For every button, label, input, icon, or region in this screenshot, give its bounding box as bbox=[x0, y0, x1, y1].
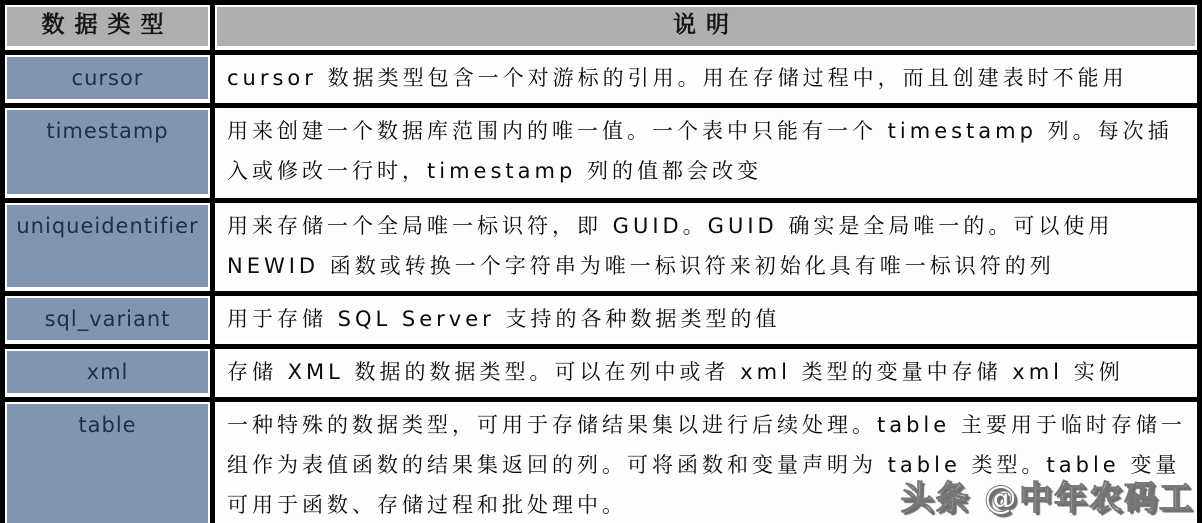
type-cell-uniqueidentifier: uniqueidentifier bbox=[5, 203, 210, 291]
type-cell-sql-variant: sql_variant bbox=[5, 296, 210, 344]
column-header-description: 说明 bbox=[215, 5, 1197, 50]
desc-cell-xml: 存储 XML 数据的数据类型。可以在列中或者 xml 类型的变量中存储 xml 实例 bbox=[215, 349, 1197, 397]
type-cell-timestamp: timestamp bbox=[5, 108, 210, 198]
desc-cell-cursor: cursor 数据类型包含一个对游标的引用。用在存储过程中，而且创建表时不能用 bbox=[215, 55, 1197, 103]
type-cell-table: table bbox=[5, 402, 210, 523]
desc-cell-table: 一种特殊的数据类型，可用于存储结果集以进行后续处理。table 主要用于临时存储一组作为表值函数的结果集返回的列。可将函数和变量声明为 table 类型。table 变量可用于函数、存储过程和批处理中。 bbox=[215, 402, 1197, 523]
table-row bbox=[5, 296, 1197, 344]
toutiao-watermark: 头条 @中年农码工 bbox=[900, 478, 1194, 517]
table-row bbox=[5, 203, 1197, 291]
type-cell-xml: xml bbox=[5, 349, 210, 397]
table-row bbox=[5, 108, 1197, 198]
desc-cell-timestamp: 用来创建一个数据库范围内的唯一值。一个表中只能有一个 timestamp 列。每次插入或修改一行时，timestamp 列的值都会改变 bbox=[215, 108, 1197, 198]
type-cell-cursor: cursor bbox=[5, 55, 210, 103]
desc-cell-sql-variant: 用于存储 SQL Server 支持的各种数据类型的值 bbox=[215, 296, 1197, 344]
desc-cell-uniqueidentifier: 用来存储一个全局唯一标识符，即 GUID。GUID 确实是全局唯一的。可以使用 NEWID 函数或转换一个字符串为唯一标识符来初始化具有唯一标识符的列 bbox=[215, 203, 1197, 291]
column-header-datatype: 数据类型 bbox=[5, 5, 210, 50]
table-row bbox=[5, 55, 1197, 103]
header-row bbox=[5, 5, 1197, 50]
table-row bbox=[5, 349, 1197, 397]
